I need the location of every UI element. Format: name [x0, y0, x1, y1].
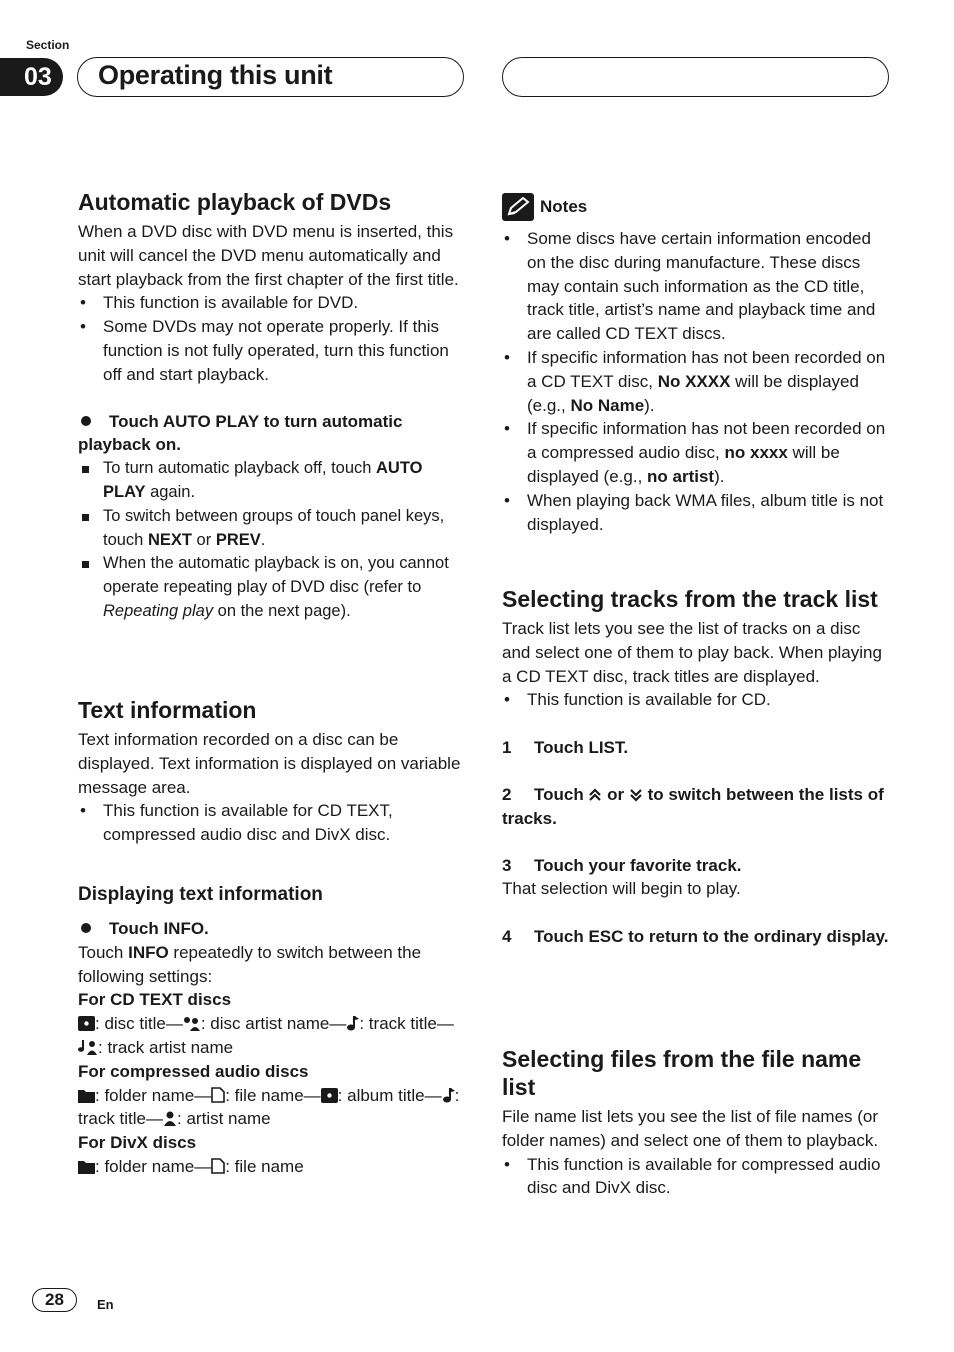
page-title-box	[77, 57, 464, 97]
compressed-audio-heading: For compressed audio discs	[78, 1061, 309, 1081]
note-item: • When playing back WMA files, album title is not displayed.	[502, 489, 890, 537]
track-artist-icon	[78, 1039, 98, 1055]
list-item: • This function is available for CD.	[502, 688, 890, 712]
double-up-arrow-icon	[588, 788, 602, 802]
disc-artist-icon	[183, 1016, 201, 1031]
empty-header-box	[502, 57, 889, 97]
auto-playback-section	[78, 188, 466, 624]
track-step-4: 4 Touch ESC to return to the ordinary display.	[502, 927, 889, 947]
album-disc-icon	[321, 1088, 338, 1103]
bullet-dot-icon	[81, 416, 91, 426]
track-list-section	[502, 585, 890, 949]
folder-icon	[78, 1159, 95, 1174]
folder-icon	[78, 1088, 95, 1103]
page-number: 28	[32, 1288, 77, 1312]
auto-play-note-2: To switch between groups of touch panel keys, touch NEXT or PREV.	[78, 505, 466, 553]
track-step-2: 2 Touch or to switch between the lists of tracks.	[502, 784, 884, 828]
auto-playback-heading: Automatic playback of DVDs	[78, 189, 392, 215]
list-item: • This function is available for DVD.	[78, 291, 466, 315]
divx-heading: For DivX discs	[78, 1133, 197, 1153]
file-list-heading: Selecting files from the file name list	[502, 1046, 862, 1100]
section-number: 03	[0, 58, 63, 96]
compressed-audio-settings: : folder name— : file name— : album title— : track title— : artist name	[78, 1085, 460, 1129]
text-info-intro: Text information recorded on a disc can be displayed. Text information is displayed on variable message area.	[78, 730, 461, 797]
auto-play-note-1: To turn automatic playback off, touch AUTO PLAY again.	[78, 457, 466, 505]
note-item: • If specific information has not been recorded on a CD TEXT disc, No XXXX will be displayed (e.g., No Name).	[502, 346, 890, 417]
track-step-1: 1 Touch LIST.	[502, 738, 629, 758]
file-list-intro: File name list lets you see the list of file names (or folder names) and select one of them to playback.	[502, 1107, 879, 1150]
file-icon	[211, 1087, 225, 1103]
music-note-icon	[346, 1015, 359, 1031]
language-label: En	[97, 1297, 114, 1312]
notes-header	[502, 193, 890, 221]
section-label: Section	[26, 38, 70, 52]
cd-text-heading: For CD TEXT discs	[78, 990, 232, 1010]
artist-icon	[163, 1110, 177, 1126]
disc-icon	[78, 1016, 95, 1031]
auto-playback-intro: When a DVD disc with DVD menu is inserted, this unit will cancel the DVD menu automatically and start playback from the first chapter of the first title.	[78, 222, 459, 289]
divx-settings: : folder name— : file name	[78, 1155, 466, 1179]
page-title: Operating this unit	[98, 60, 333, 90]
auto-play-note-3: When the automatic playback is on, you cannot operate repeating play of DVD disc (refer to Repeating play on the next page).	[78, 552, 466, 623]
double-down-arrow-icon	[629, 788, 643, 802]
touch-info-step: Touch INFO.	[78, 917, 466, 941]
display-text-heading: Displaying text information	[78, 884, 323, 905]
touch-info-desc: Touch INFO repeatedly to switch between the following settings:	[78, 942, 422, 986]
notes-section	[502, 193, 890, 536]
display-text-section	[78, 883, 466, 1179]
list-item: • Some DVDs may not operate properly. If this function is not fully operated, turn this function off and start playback.	[78, 315, 466, 386]
track-list-intro: Track list lets you see the list of tracks on a disc and select one of them to play back. When playing a CD TEXT disc, track titles are displayed.	[502, 619, 882, 686]
text-info-heading: Text information	[78, 697, 257, 723]
list-item: • This function is available for compressed audio disc and DivX disc.	[502, 1153, 890, 1201]
file-icon	[211, 1158, 225, 1174]
track-step-3: 3 Touch your favorite track.	[502, 855, 742, 875]
note-item: • Some discs have certain information encoded on the disc during manufacture. These discs may contain such information as the CD title, track title, artist’s name and playback time and are called CD TEXT discs.	[502, 227, 890, 346]
cd-text-settings: : disc title— : disc artist name— : track title—: track artist name	[78, 1012, 466, 1060]
file-list-section	[502, 1045, 890, 1200]
music-note-icon	[442, 1087, 455, 1103]
pencil-icon	[502, 193, 534, 221]
auto-play-step: Touch AUTO PLAY to turn automatic playback on.	[78, 411, 403, 455]
text-info-section	[78, 696, 466, 847]
list-item: • This function is available for CD TEXT, compressed audio disc and DivX disc.	[78, 799, 466, 847]
track-list-heading: Selecting tracks from the track list	[502, 586, 878, 612]
notes-label: Notes	[540, 197, 588, 217]
note-item: • If specific information has not been recorded on a compressed audio disc, no xxxx will be displayed (e.g., no artist).	[502, 417, 890, 488]
bullet-dot-icon	[81, 923, 91, 933]
track-step-3-desc: That selection will begin to play.	[502, 879, 741, 899]
